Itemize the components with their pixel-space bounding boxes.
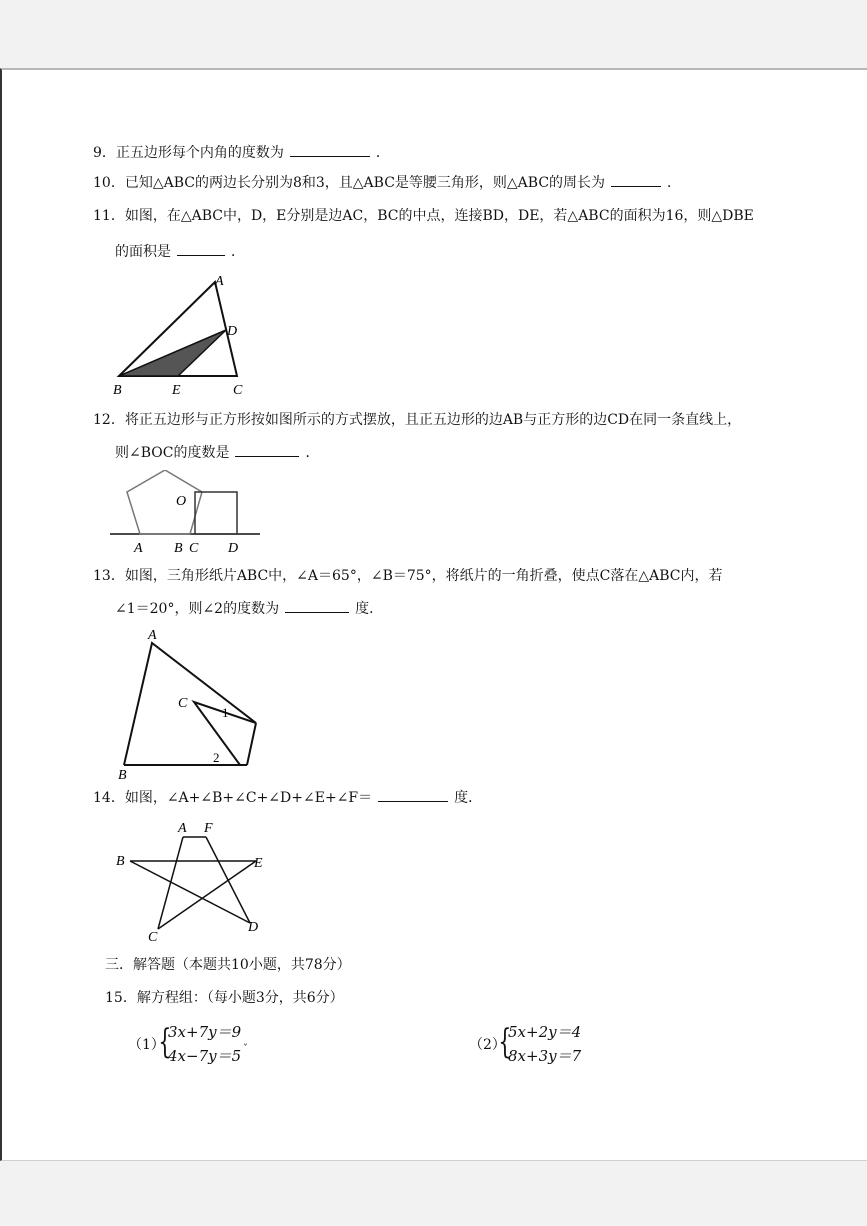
q12-label-c: C (189, 541, 199, 556)
q12-text: 12．将正五边形与正方形按如图所示的方式摆放，且正五边形的边AB与正方形的边CD在同一条直线上， (93, 412, 742, 428)
q11-label-b: B (113, 383, 122, 398)
q14-text: 14．如图，∠A+∠B+∠C+∠D+∠E+∠F＝ (93, 790, 373, 806)
q15-part2-eq1: 5x+2y＝4 (508, 1023, 582, 1041)
q15-part1-mark: ˇ (243, 1044, 248, 1055)
q14-label-a: A (178, 821, 187, 836)
q12-pentagon-square-figure (110, 470, 270, 560)
question-9 (93, 143, 390, 163)
q11-text: 11．如图，在△ABC中，D，E分别是边AC，BC的中点，连接BD，DE，若△ABC的面积为16，则△DBE (93, 208, 754, 224)
q15-part2-brace: { (498, 1022, 512, 1062)
q12-text-2: 则∠BOC的度数是 (115, 445, 230, 461)
q14-star-figure (110, 815, 280, 945)
q14-answer-blank (378, 789, 448, 802)
q10-end: ． (667, 175, 682, 191)
q13-answer-blank (285, 600, 349, 613)
q13-label-c: C (178, 696, 188, 711)
q13-folded-triangle-figure (110, 625, 270, 780)
q15-part1-brace: { (158, 1022, 172, 1062)
q15-part1-eq1: 3x+7y＝9 (168, 1023, 242, 1041)
q13-text-2: ∠1＝20°，则∠2的度数为 (115, 601, 280, 617)
q11-triangle-figure (105, 270, 265, 400)
q12-answer-blank (235, 444, 299, 457)
question-12-line1 (93, 410, 741, 430)
q11-label-e: E (172, 383, 181, 398)
q11-label-d: D (227, 324, 238, 339)
question-11-line1 (93, 206, 754, 226)
q10-text: 10．已知△ABC的两边长分别为8和3，且△ABC是等腰三角形，则△ABC的周长为 (93, 175, 606, 191)
question-11-line2 (115, 242, 245, 262)
q14-label-d: D (248, 920, 259, 935)
q9-answer-blank (290, 144, 370, 157)
q11-end: ． (231, 244, 245, 260)
q12-label-d: D (228, 541, 239, 556)
q12-end: ． (305, 445, 320, 461)
q12-label-b: B (174, 541, 183, 556)
q11-label-a: A (215, 274, 224, 289)
q15-part2-eq2: 8x+3y＝7 (508, 1047, 582, 1065)
question-12-line2 (115, 443, 319, 463)
question-13-line2 (115, 599, 383, 619)
q11-text-2: 的面积是 (115, 244, 171, 260)
q9-text: 9．正五边形每个内角的度数为 (93, 145, 284, 161)
q15-part1-eq2: 4x−7y＝5 (168, 1047, 242, 1065)
q13-label-angle1: 1 (222, 705, 229, 720)
q15-part1-number: （1） (128, 1037, 165, 1053)
q12-label-o: O (176, 494, 187, 509)
question-13-line1 (93, 566, 723, 586)
q11-label-c: C (233, 383, 243, 398)
q14-label-e: E (254, 856, 263, 871)
q13-label-angle2: 2 (213, 750, 220, 765)
q15-text: 15．解方程组：（每小题3分，共6分） (105, 990, 344, 1006)
q15-part2-number: （2） (469, 1037, 506, 1053)
q14-label-b: B (116, 854, 125, 869)
question-14 (93, 788, 482, 808)
q14-label-c: C (148, 930, 158, 945)
question-10 (93, 173, 681, 193)
question-15-title (105, 988, 344, 1008)
q14-end: 度． (454, 790, 483, 806)
q13-text: 13．如图，三角形纸片ABC中，∠A＝65°，∠B＝75°，将纸片的一角折叠，使点C落在△ABC内，若 (93, 568, 723, 584)
q11-answer-blank (177, 243, 225, 256)
q12-label-a: A (134, 541, 143, 556)
q13-label-b: B (118, 768, 127, 780)
section-3-title (105, 955, 351, 975)
q13-label-a: A (148, 628, 157, 643)
q14-label-f: F (204, 821, 213, 836)
q13-end: 度． (355, 601, 384, 617)
section-3-text: 三．解答题（本题共10小题，共78分） (105, 957, 351, 973)
q10-answer-blank (611, 174, 661, 187)
q9-end: ． (375, 145, 390, 161)
